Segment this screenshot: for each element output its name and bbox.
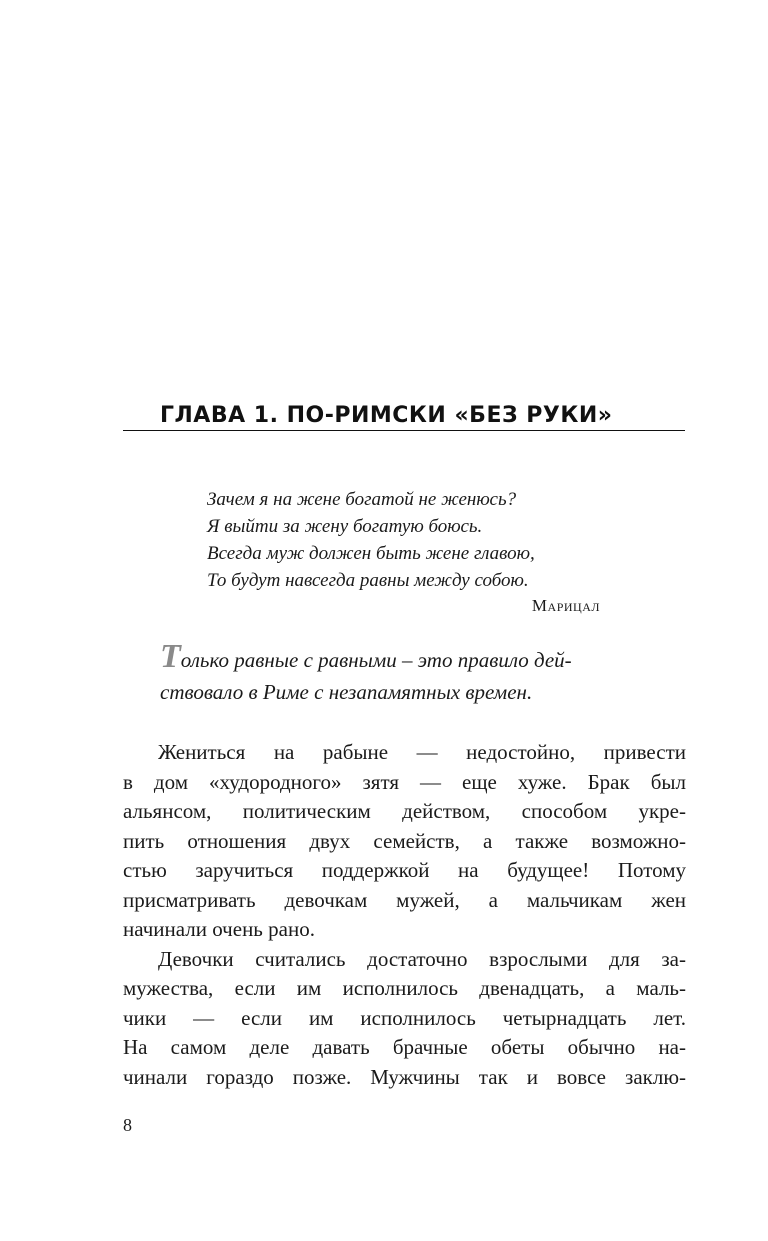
lead-line bbox=[160, 638, 688, 676]
text-line: начинали очень рано. bbox=[123, 917, 315, 941]
epigraph-line: Всегда муж должен быть жене главою, bbox=[207, 543, 535, 564]
text-line: Жениться на рабыне — недостойно, привести bbox=[158, 740, 686, 764]
text-line: альянсом, политическим действом, способом укре- bbox=[123, 799, 686, 823]
lead-paragraph bbox=[160, 638, 688, 708]
text-line: На самом деле давать брачные обеты обычно на- bbox=[123, 1035, 686, 1059]
page-number: 8 bbox=[123, 1115, 132, 1135]
text-line: чики — если им исполнилось четырнадцать лет. bbox=[123, 1005, 686, 1030]
lead-line-text: олько равные с равными – это правило дей- bbox=[180, 648, 572, 672]
epigraph-line: Я выйти за жену богатую боюсь. bbox=[207, 516, 483, 537]
text-line: присматривать девочкам мужей, а мальчикам жен bbox=[123, 887, 686, 912]
text-line: стью заручиться поддержкой на будущее! Потому bbox=[123, 858, 686, 882]
drop-cap: Т bbox=[160, 638, 181, 675]
text-line: пить отношения двух семейств, а также возможно- bbox=[123, 828, 686, 853]
text-line: мужества, если им исполнилось двенадцать, а маль- bbox=[123, 976, 686, 1000]
text-line: в дом «худородного» зятя — еще хуже. Брак был bbox=[123, 769, 686, 794]
epigraph bbox=[207, 486, 607, 594]
chapter-title: ГЛАВА 1. ПО-РИМСКИ «БЕЗ РУКИ» bbox=[160, 403, 613, 428]
epigraph-line: Зачем я на жене богатой не женюсь? bbox=[207, 489, 517, 510]
text-line: Девочки считались достаточно взрослыми для за- bbox=[158, 946, 686, 971]
lead-line: ствовало в Риме с незапамятных времен. bbox=[160, 680, 533, 704]
epigraph-line: То будут навсегда равны между собою. bbox=[207, 570, 529, 591]
body-text bbox=[123, 738, 686, 1092]
text-line: чинали гораздо позже. Мужчины так и вовсе заклю- bbox=[123, 1064, 686, 1089]
title-underline bbox=[123, 430, 685, 431]
epigraph-author: Марицал bbox=[531, 596, 600, 615]
